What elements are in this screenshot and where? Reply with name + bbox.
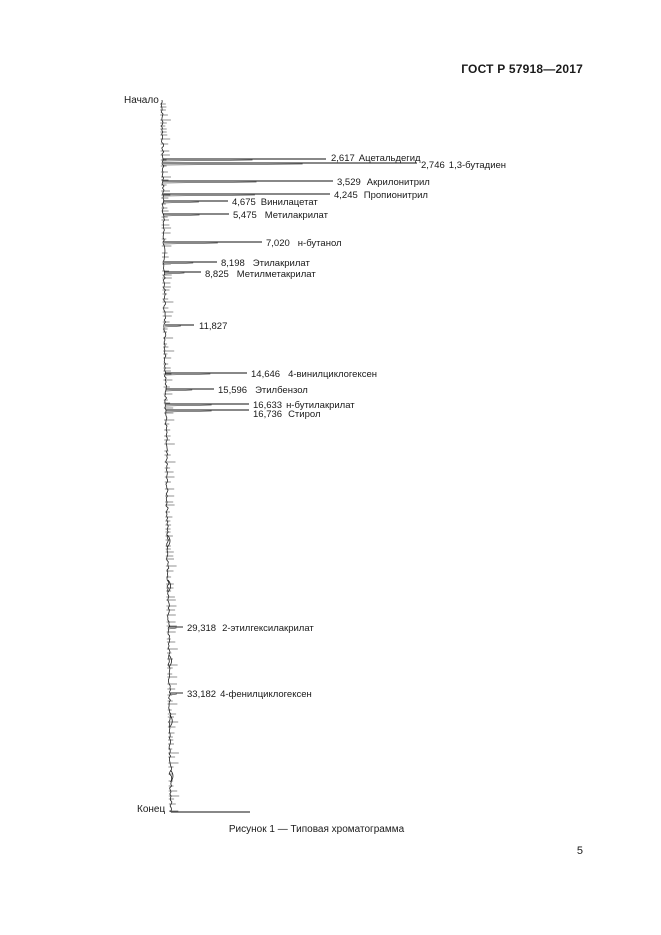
peak-spike-return [163,164,303,165]
peak-label: 33,182 4-фенилциклогексен [187,689,312,700]
peak-spike-return [166,405,212,406]
peak-spike-return [163,182,257,183]
chromatogram-peaks [163,159,417,812]
peak-label: 29,318 2-этилгексилакрилат [187,623,314,634]
peak-spike-return [164,243,218,244]
peak-label: 5,475 Метилакрилат [233,210,328,221]
peak-label: 8,198 Этилакрилат [221,258,310,269]
start-label: Начало [124,95,159,106]
peak-spike-return [164,273,184,274]
peak-label: 4,675 Винилацетат [232,197,318,208]
peak-spike-return [163,202,199,203]
peak-label: 2,746 1,3-бутадиен [421,160,507,171]
peak-label: 8,825 Метилметакрилат [205,269,316,280]
baseline-trace [161,100,172,812]
end-label: Конец [137,804,166,815]
peak-spike-return [164,263,193,264]
figure-caption [0,824,661,835]
peak-spike-return [163,160,253,161]
peak-spike-return [166,411,212,412]
peak-label: 2,617 Ацетальдегид [331,153,421,164]
peak-spike-return [169,628,177,629]
standard-code: ГОСТ Р 57918—2017 [461,62,583,76]
peak-spike-return [166,374,211,375]
peak-label: 16,633 н-бутилакрилат [253,400,355,411]
peak-spike-return [163,215,199,216]
peak-label: 16,736 Стирол [253,409,321,420]
peak-spike-return [165,326,181,327]
peak-label: 15,596 Этилбензол [218,385,308,396]
peak-label: 7,020 н-бутанол [266,238,342,249]
peak-spike-return [163,195,255,196]
peak-label: 3,529 Акрилонитрил [337,177,430,188]
peak-spike-return [166,390,193,391]
peak-label: 4,245 Пропионитрил [334,190,428,201]
page-number: 5 [576,845,583,857]
peak-label: 14,646 4-винилциклогексен [251,369,377,380]
chromatogram-trace [160,100,179,812]
figure-caption-text: Рисунок 1 — Типовая хроматограмма [228,824,405,835]
peak-label: 11,827 [199,321,228,332]
